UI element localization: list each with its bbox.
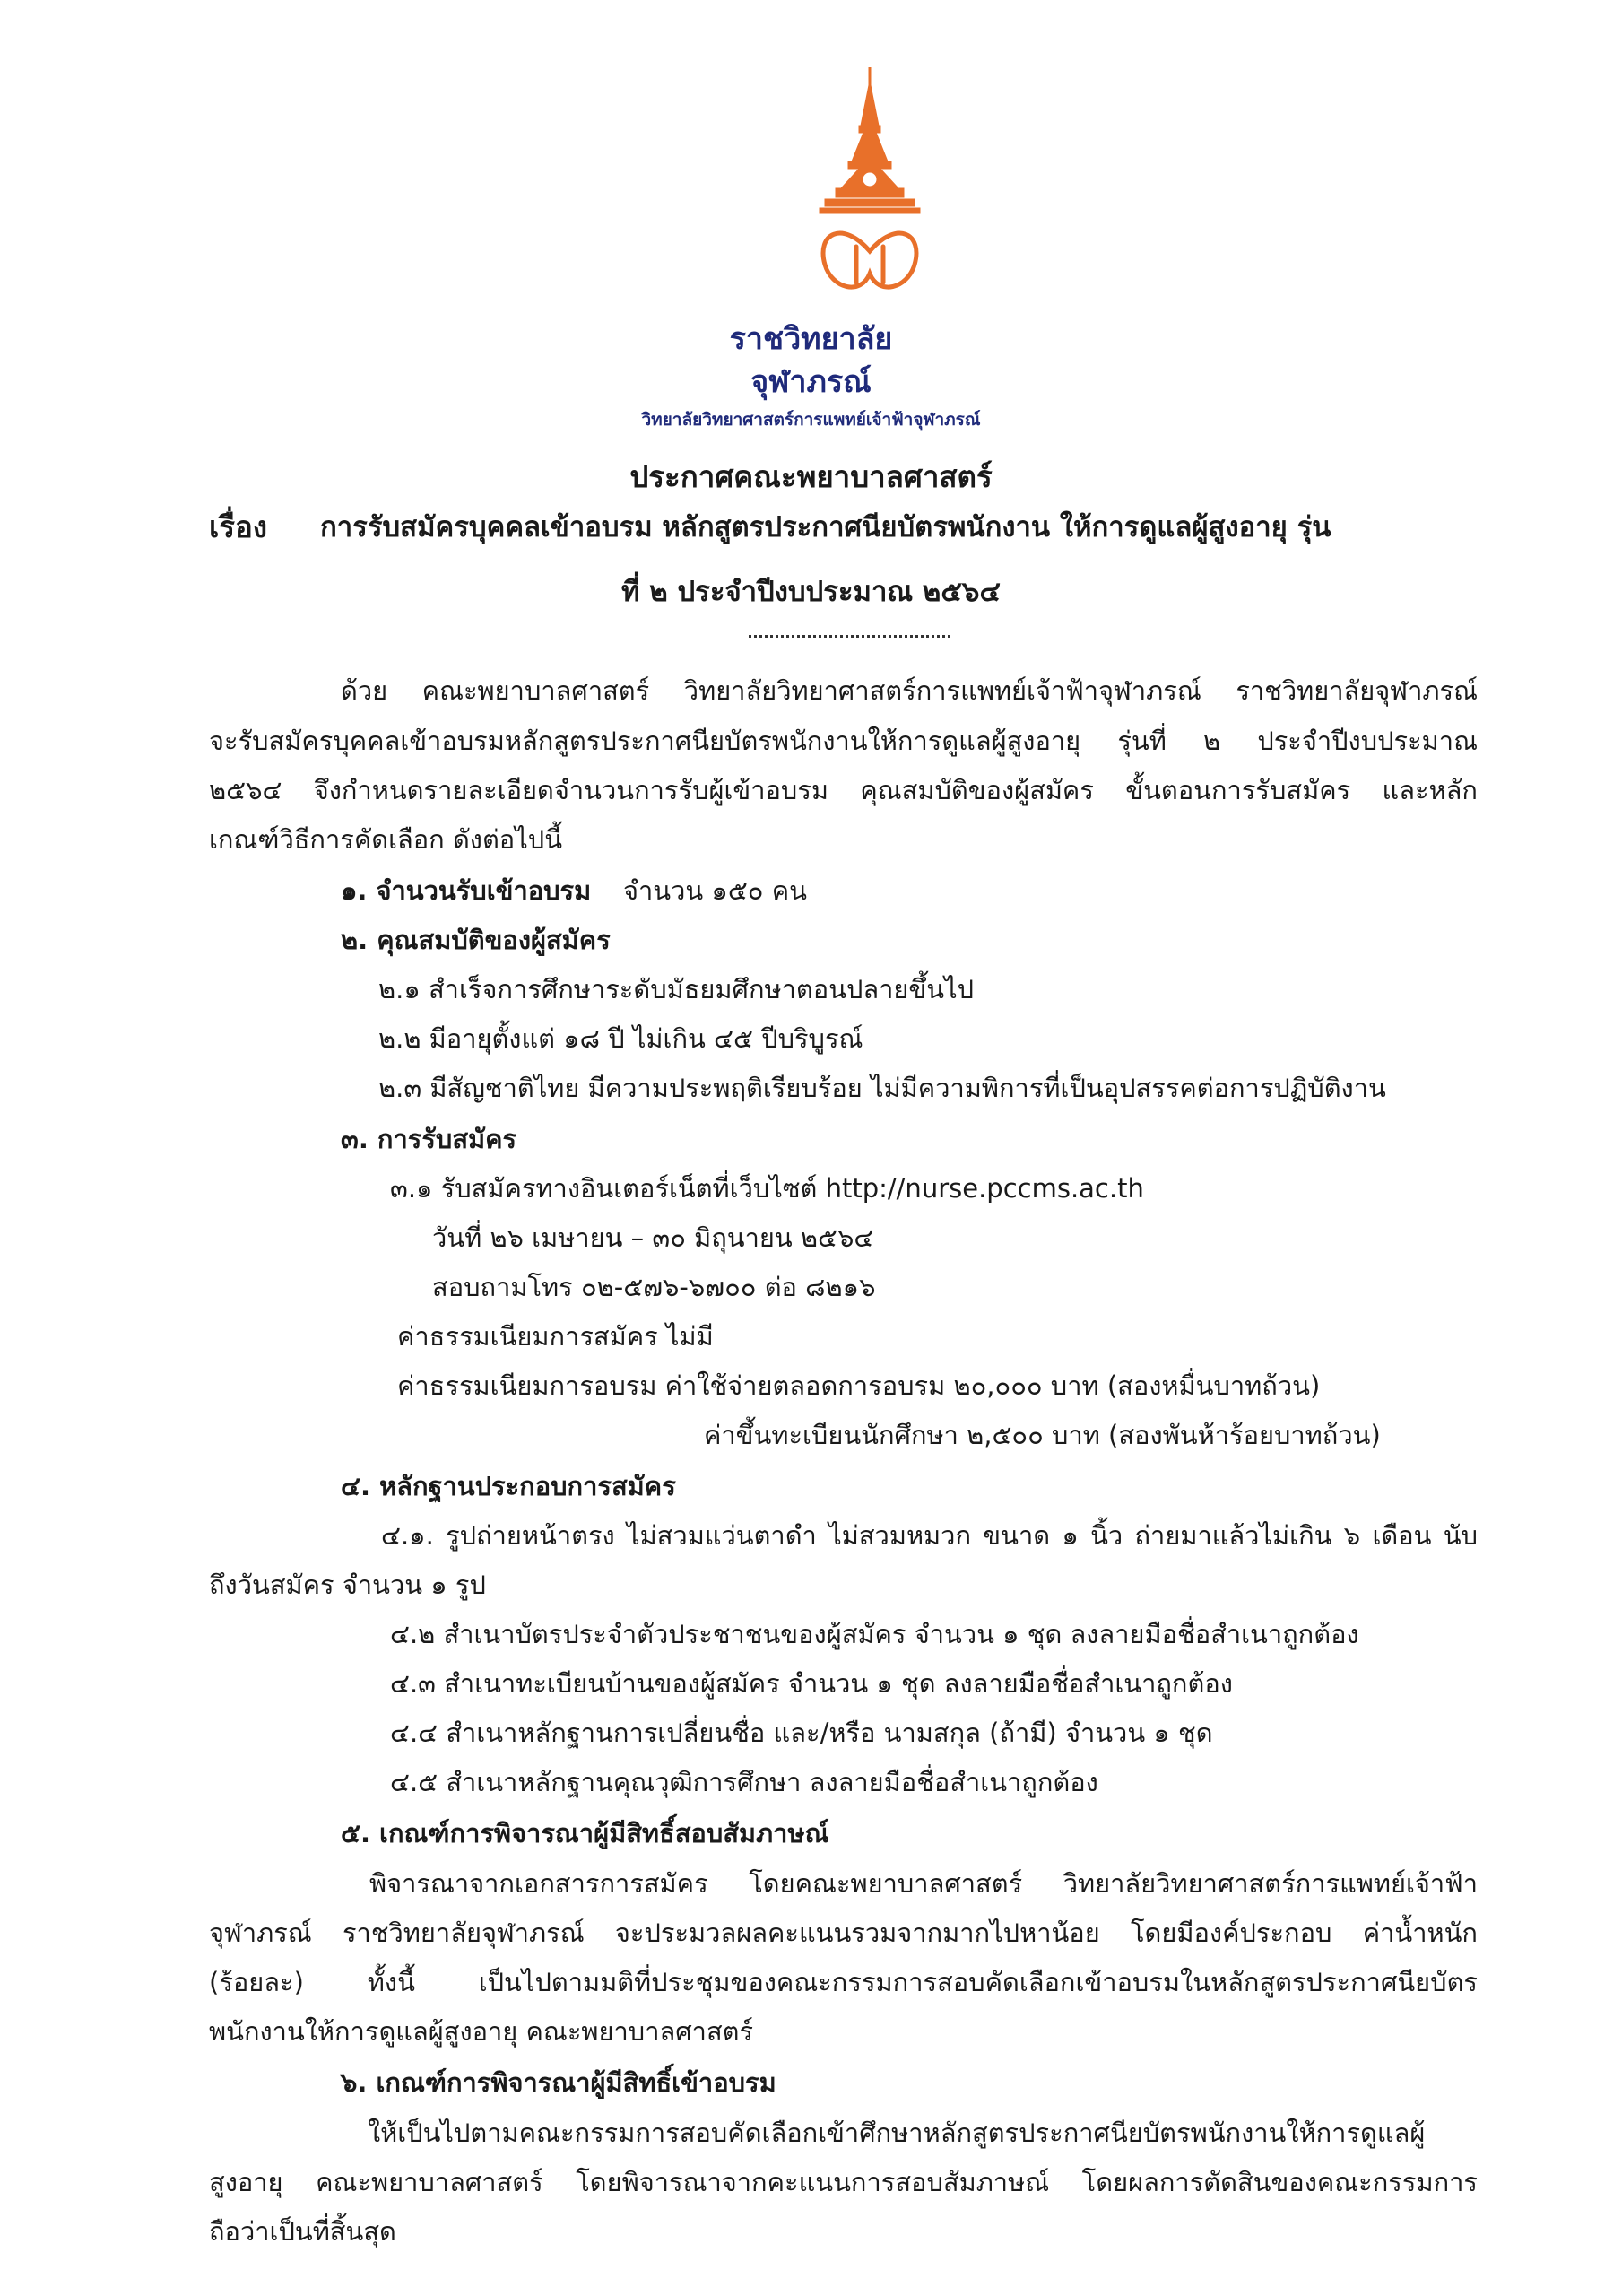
section3-heading: ๓. การรับสมัคร xyxy=(341,1124,517,1154)
section4-item1-line1: ๔.๑. รูปถ่ายหน้าตรง ไม่สวมแว่นตาดำ ไม่สวมหมวก ขนาด ๑ นิ้ว ถ่ายมาแล้วไม่เกิน ๖ เดือน นับ xyxy=(381,1520,1478,1551)
section3-online: ๓.๑ รับสมัครทางอินเตอร์เน็ตที่เว็บไซต์ http://nurse.pccms.ac.th xyxy=(390,1173,1144,1204)
section3-application-fee: ค่าธรรมเนียมการสมัคร ไม่มี xyxy=(397,1321,714,1352)
section3-training-fee: ค่าธรรมเนียมการอบรม ค่าใช้จ่ายตลอดการอบรม ๒๐,๐๐๐ บาท (สองหมื่นบาทถ้วน) xyxy=(397,1370,1321,1401)
section2-item: ๒.๓ มีสัญชาติไทย มีความประพฤติเรียบร้อย ไม่มีความพิการที่เป็นอุปสรรคต่อการปฏิบัติงาน xyxy=(378,1073,1386,1103)
section1-heading: ๑. จำนวนรับเข้าอบรม xyxy=(341,875,592,906)
institution-name-line2: จุฬาภรณ์ xyxy=(750,364,872,400)
section6-line1: ให้เป็นไปตามคณะกรรมการสอบคัดเลือกเข้าศึกษาหลักสูตรประกาศนียบัตรพนักงานให้การดูแลผู้ xyxy=(368,2118,1426,2148)
section2-item: ๒.๑ สำเร็จการศึกษาระดับมัธยมศึกษาตอนปลายขึ้นไป xyxy=(378,974,975,1004)
subject-line1: การรับสมัครบุคคลเข้าอบรม หลักสูตรประกาศนียบัตรพนักงาน ให้การดูแลผู้สูงอายุ รุ่น xyxy=(320,511,1331,544)
section4-item: ๔.๓ สำเนาทะเบียนบ้านของผู้สมัคร จำนวน ๑ ชุด ลงลายมือชื่อสำเนาถูกต้อง xyxy=(390,1668,1233,1699)
intro-line3: ๒๕๖๔ จึงกำหนดรายละเอียดจำนวนการรับผู้เข้าอบรม คุณสมบัติของผู้สมัคร ขั้นตอนการรับสมัคร และหลัก xyxy=(209,775,1478,805)
section5-heading: ๕. เกณฑ์การพิจารณาผู้มีสิทธิ์สอบสัมภาษณ์ xyxy=(341,1818,829,1848)
section3-contact: สอบถามโทร ๐๒-๕๗๖-๖๗๐๐ ต่อ ๘๒๑๖ xyxy=(432,1272,876,1302)
section2-heading: ๒. คุณสมบัติของผู้สมัคร xyxy=(341,925,611,955)
intro-line1: ด้วย คณะพยาบาลศาสตร์ วิทยาลัยวิทยาศาสตร์การแพทย์เจ้าฟ้าจุฬาภรณ์ ราชวิทยาลัยจุฬาภรณ์ xyxy=(341,675,1478,706)
section4-item: ๔.๒ สำเนาบัตรประจำตัวประชาชนของผู้สมัคร จำนวน ๑ ชุด ลงลายมือชื่อสำเนาถูกต้อง xyxy=(390,1619,1359,1649)
section4-item1-line2: ถึงวันสมัคร จำนวน ๑ รูป xyxy=(209,1570,486,1600)
section5-line3: (ร้อยละ) ทั้งนี้ เป็นไปตามมติที่ประชุมของคณะกรรมการสอบคัดเลือกเข้าอบรมในหลักสูตรประกาศนียบัตร xyxy=(209,1967,1478,1997)
page-title: ประกาศคณะพยาบาลศาสตร์ xyxy=(629,459,993,494)
institution-name-line1: ราชวิทยาลัย xyxy=(729,321,893,357)
section4-item: ๔.๕ สำเนาหลักฐานคุณวุฒิการศึกษา ลงลายมือชื่อสำเนาถูกต้อง xyxy=(390,1767,1098,1797)
college-emblem-icon xyxy=(780,63,959,332)
section5-line4: พนักงานให้การดูแลผู้สูงอายุ คณะพยาบาลศาสตร์ xyxy=(209,2016,754,2047)
section5-line2: จุฬาภรณ์ ราชวิทยาลัยจุฬาภรณ์ จะประมวลผลคะแนนรวมจากมากไปหาน้อย โดยมีองค์ประกอบ ค่าน้ำหนัก xyxy=(209,1918,1478,1948)
section6-line2: สูงอายุ คณะพยาบาลศาสตร์ โดยพิจารณาจากคะแนนการสอบสัมภาษณ์ โดยผลการตัดสินของคณะกรรมการ xyxy=(209,2167,1478,2197)
intro-line2: จะรับสมัครบุคคลเข้าอบรมหลักสูตรประกาศนียบัตรพนักงานให้การดูแลผู้สูงอายุ รุ่นที่ ๒ ประจำปีงบประมาณ xyxy=(209,726,1478,756)
section5-line1: พิจารณาจากเอกสารการสมัคร โดยคณะพยาบาลศาสตร์ วิทยาลัยวิทยาศาสตร์การแพทย์เจ้าฟ้า xyxy=(369,1868,1478,1899)
subject-line2: ที่ ๒ ประจำปีงบประมาณ ๒๕๖๔ xyxy=(621,576,1001,608)
separator-dots xyxy=(749,635,950,638)
subject-label: เรื่อง xyxy=(209,509,267,544)
section6-line3: ถือว่าเป็นที่สิ้นสุด xyxy=(209,2216,396,2247)
section4-item: ๔.๔ สำเนาหลักฐานการเปลี่ยนชื่อ และ/หรือ นามสกุล (ถ้ามี) จำนวน ๑ ชุด xyxy=(390,1718,1213,1748)
section3-registration-fee: ค่าขึ้นทะเบียนนักศึกษา ๒,๕๐๐ บาท (สองพันห้าร้อยบาทถ้วน) xyxy=(704,1420,1381,1450)
faculty-name: วิทยาลัยวิทยาศาสตร์การแพทย์เจ้าฟ้าจุฬาภรณ์ xyxy=(641,410,981,430)
section2-item: ๒.๒ มีอายุตั้งแต่ ๑๘ ปี ไม่เกิน ๔๕ ปีบริบูรณ์ xyxy=(378,1023,863,1054)
section6-heading: ๖. เกณฑ์การพิจารณาผู้มีสิทธิ์เข้าอบรม xyxy=(341,2067,776,2098)
intro-line4: เกณฑ์วิธีการคัดเลือก ดังต่อไปนี้ xyxy=(209,824,563,855)
section1-value: จำนวน ๑๕๐ คน xyxy=(623,875,807,906)
section3-dates: วันที่ ๒๖ เมษายน – ๓๐ มิถุนายน ๒๕๖๔ xyxy=(432,1222,874,1253)
section4-heading: ๔. หลักฐานประกอบการสมัคร xyxy=(341,1471,676,1501)
